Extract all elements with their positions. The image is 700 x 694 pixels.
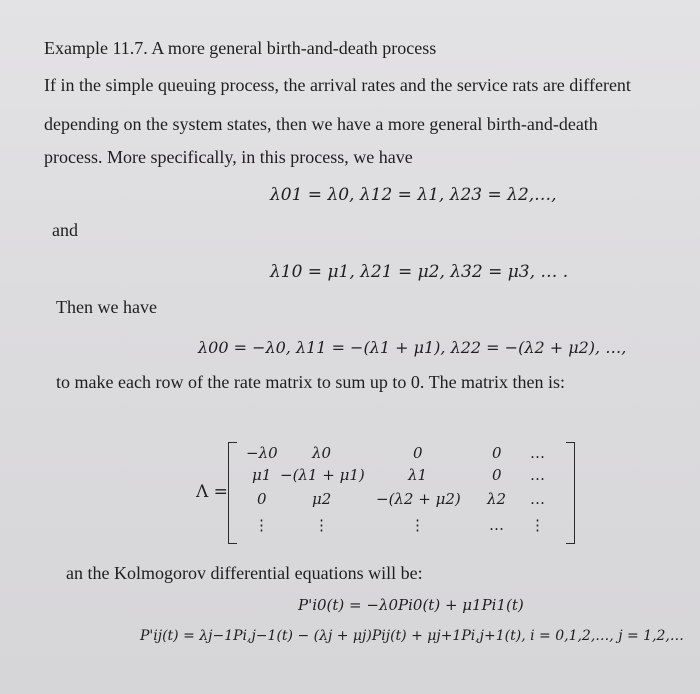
paragraph-line-2: depending on the system states, then we have a more general birth-and-death [44,114,598,134]
example-title: Example 11.7. A more general birth-and-death process [44,38,437,58]
matrix-cell: −(λ2 + μ2) [376,490,461,508]
matrix-right-bracket [566,442,575,544]
diagonal-rate-equation: λ00 = −λ0, λ11 = −(λ1 + μ1), λ22 = −(λ2 + μ2), …, [198,338,627,357]
kolmogorov-equation-p0: P'i0(t) = −λ0Pi0(t) + μ1Pi1(t) [298,596,524,614]
kolmogorov-equation-pj: P'ij(t) = λj−1Pi,j−1(t) − (λj + μj)Pij(t) + μj+1Pi,j+1(t), i = 0,1,2,…, j = 1,2,… [140,628,684,644]
matrix-cell: ⋮ [254,516,270,534]
and-text: and [52,220,78,240]
matrix-cell: λ0 [312,444,332,462]
death-rate-equation: λ10 = μ1, λ21 = μ2, λ32 = μ3, … . [270,262,569,282]
matrix-cell: … [530,490,546,508]
matrix-intro-text: to make each row of the rate matrix to sum up to 0. The matrix then is: [56,372,566,392]
matrix-cell: … [530,444,546,462]
birth-rate-equation: λ01 = λ0, λ12 = λ1, λ23 = λ2,…, [270,185,557,205]
matrix-label: Λ = [196,482,228,502]
matrix-cell: ⋮ [410,516,426,534]
matrix-cell: ⋮ [314,516,330,534]
matrix-cell: 0 [492,466,502,484]
matrix-cell: μ1 [252,466,272,484]
matrix-cell: … [489,516,505,534]
matrix-cell: 0 [413,444,423,462]
matrix-cell: −λ0 [246,444,278,462]
matrix-cell: ⋮ [530,516,546,534]
kolmogorov-intro-text: an the Kolmogorov differential equations will be: [66,563,423,583]
paragraph-line-1: If in the simple queuing process, the arrival rates and the service rats are different [44,75,631,95]
matrix-cell: … [530,466,546,484]
matrix-cell: λ2 [487,490,507,508]
matrix-left-bracket [228,442,237,544]
matrix-cell: 0 [492,444,502,462]
matrix-cell: μ2 [312,490,332,508]
then-text: Then we have [56,297,157,317]
matrix-cell: λ1 [408,466,428,484]
matrix-cell: −(λ1 + μ1) [280,466,365,484]
matrix-cell: 0 [257,490,267,508]
paragraph-line-3: process. More specifically, in this process, we have [44,147,413,167]
